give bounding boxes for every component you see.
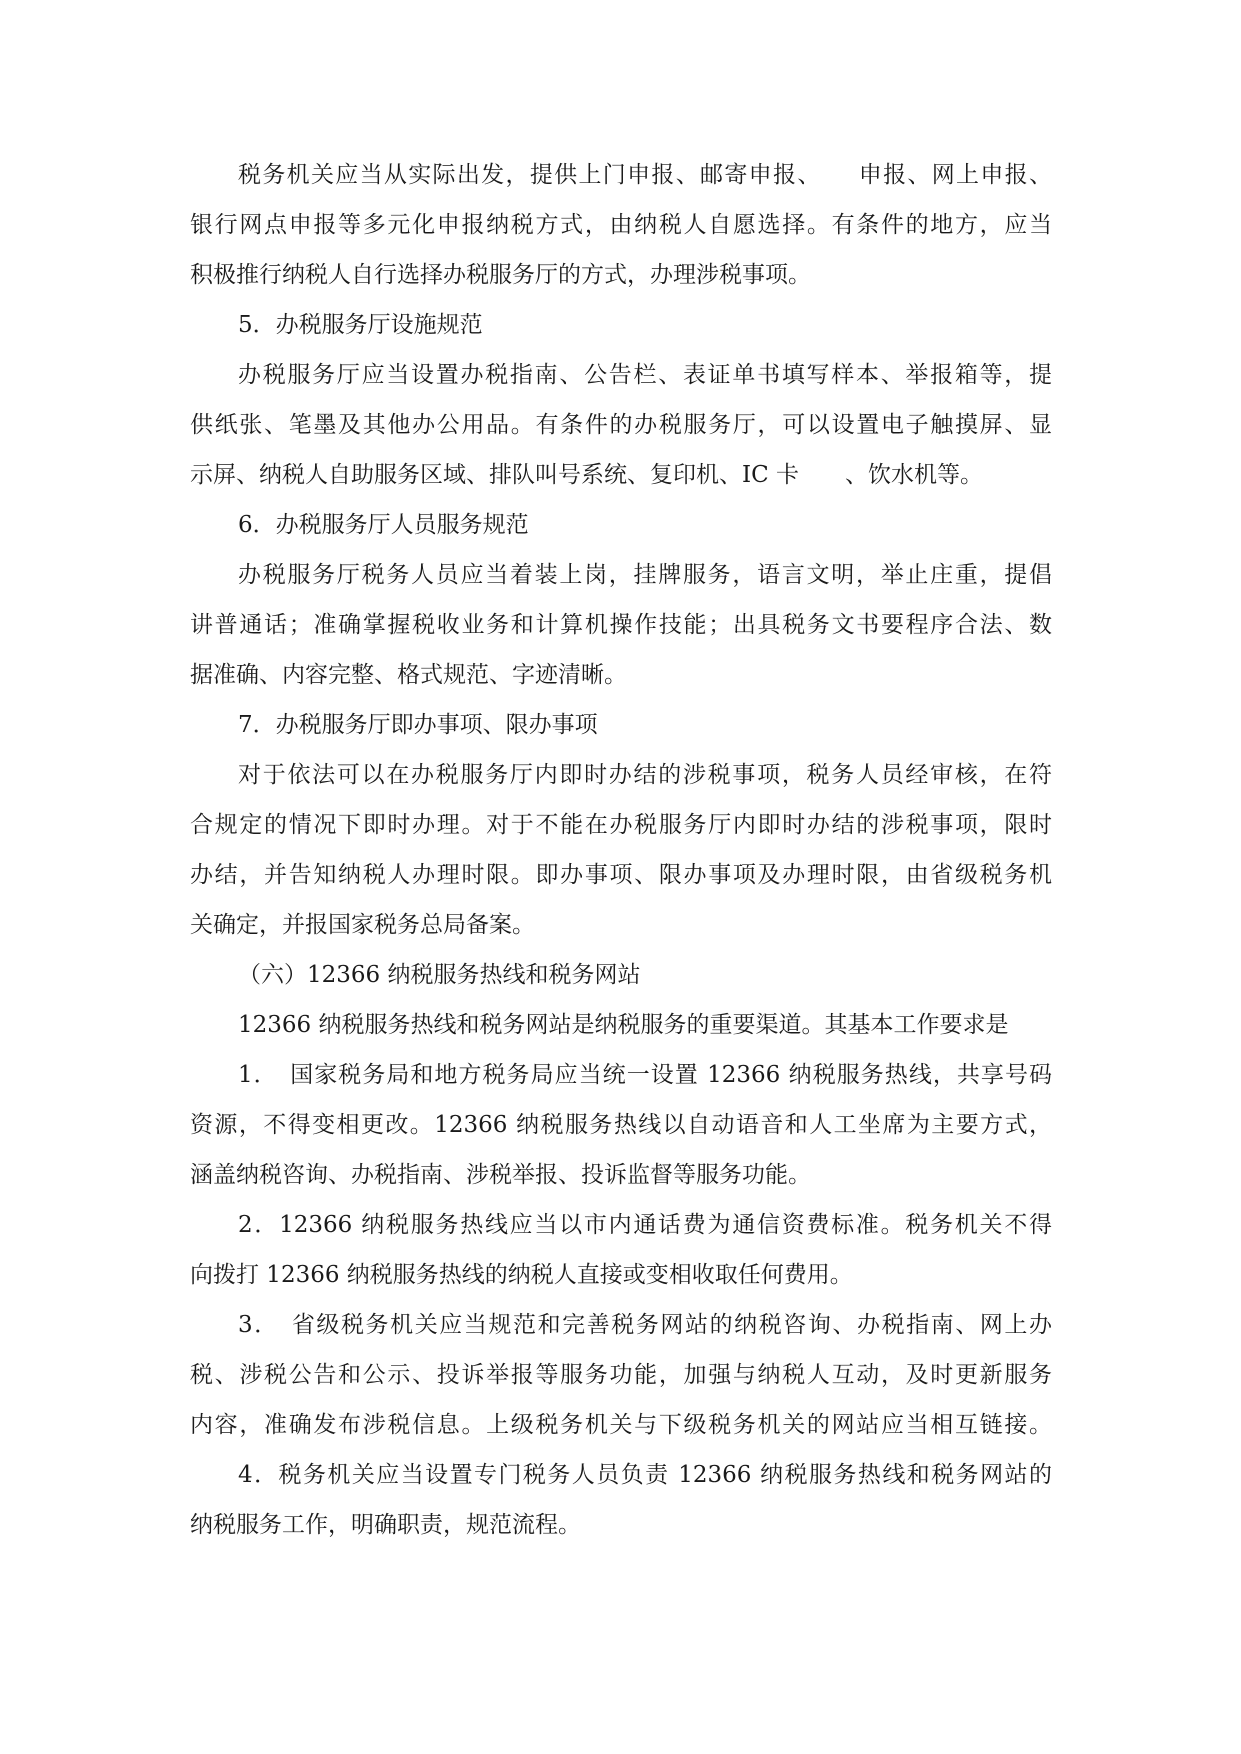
text-line: 办税服务厅税务人员应当着装上岗，挂牌服务，语言文明，举止庄重，提倡 [238,562,1052,588]
text-line: 向拨打 12366 纳税服务热线的纳税人直接或变相收取任何费用。 [190,1262,853,1288]
text-line: 据准确、内容完整、格式规范、字迹清晰。 [190,662,627,688]
section-heading: 5．办税服务厅设施规范 [238,312,483,338]
text-line: 税、涉税公告和公示、投诉举报等服务功能，加强与纳税人互动，及时更新服务 [190,1362,1052,1388]
text-line: 12366 纳税服务热线和税务网站是纳税服务的重要渠道。其基本工作要求是 [238,1012,1009,1038]
text-line: 2．12366 纳税服务热线应当以市内通话费为通信资费标准。税务机关不得 [238,1212,1052,1238]
text-line: 税务机关应当从实际出发，提供上门申报、邮寄申报、 申报、网上申报、 [238,162,1052,188]
section-heading: 6．办税服务厅人员服务规范 [238,512,529,538]
text-line: 讲普通话；准确掌握税收业务和计算机操作技能；出具税务文书要程序合法、数 [190,612,1052,638]
text-line: 办结，并告知纳税人办理时限。即办事项、限办事项及办理时限，由省级税务机 [190,862,1052,888]
text-line: 1． 国家税务局和地方税务局应当统一设置 12366 纳税服务热线，共享号码 [238,1062,1052,1088]
text-line: 4．税务机关应当设置专门税务人员负责 12366 纳税服务热线和税务网站的 [238,1462,1052,1488]
text-line: 3． 省级税务机关应当规范和完善税务网站的纳税咨询、办税指南、网上办 [238,1312,1052,1338]
text-line: 供纸张、笔墨及其他办公用品。有条件的办税服务厅，可以设置电子触摸屏、显 [190,412,1052,438]
text-line: 资源，不得变相更改。12366 纳税服务热线以自动语音和人工坐席为主要方式， [190,1112,1052,1138]
text-line: 内容，准确发布涉税信息。上级税务机关与下级税务机关的网站应当相互链接。 [190,1412,1052,1438]
section-heading: （六）12366 纳税服务热线和税务网站 [238,962,641,988]
text-line: 银行网点申报等多元化申报纳税方式，由纳税人自愿选择。有条件的地方，应当 [190,212,1052,238]
text-line: 示屏、纳税人自助服务区域、排队叫号系统、复印机、IC 卡 、饮水机等。 [190,462,983,488]
text-line: 合规定的情况下即时办理。对于不能在办税服务厅内即时办结的涉税事项，限时 [190,812,1052,838]
section-heading: 7．办税服务厅即办事项、限办事项 [238,712,598,738]
text-line: 涵盖纳税咨询、办税指南、涉税举报、投诉监督等服务功能。 [190,1162,811,1188]
text-line: 纳税服务工作，明确职责，规范流程。 [190,1512,581,1538]
text-line: 办税服务厅应当设置办税指南、公告栏、表证单书填写样本、举报箱等，提 [238,362,1052,388]
text-line: 积极推行纳税人自行选择办税服务厅的方式，办理涉税事项。 [190,262,811,288]
text-line: 对于依法可以在办税服务厅内即时办结的涉税事项，税务人员经审核，在符 [238,762,1052,788]
text-line: 关确定，并报国家税务总局备案。 [190,912,535,938]
